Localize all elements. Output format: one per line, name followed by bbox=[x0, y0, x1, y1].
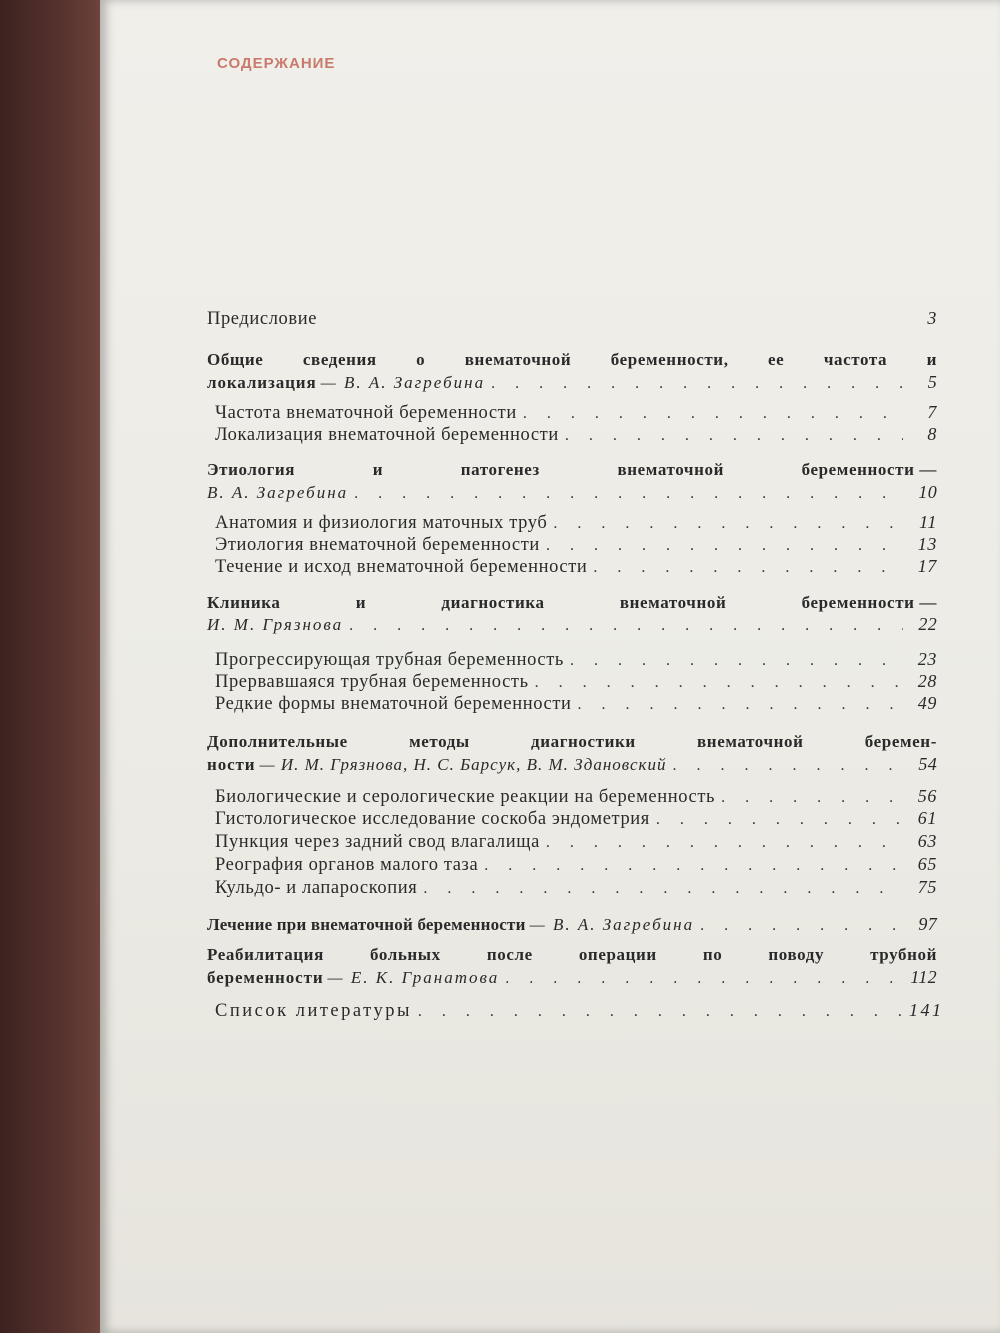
toc-subentry: Гистологическое исследование соскоба эндометрия . . . 61 bbox=[215, 808, 937, 830]
leader-dots bbox=[570, 652, 903, 670]
toc-entry-section-3 bbox=[207, 614, 937, 635]
page-number: 61 bbox=[917, 808, 937, 828]
entry-title: Лечение при внематочной беременности bbox=[207, 915, 526, 934]
toc-subentry: Анатомия и физиология маточных труб . . . 11 bbox=[215, 512, 937, 534]
leader-dots bbox=[565, 427, 903, 445]
entry-title: Предисловие bbox=[207, 309, 318, 329]
entry-author: — В. А. Загребина bbox=[320, 373, 486, 392]
contents-heading: СОДЕРЖАНИЕ bbox=[217, 55, 336, 72]
page-number: 13 bbox=[917, 534, 937, 554]
page-number: 17 bbox=[917, 556, 937, 576]
leader-dots bbox=[672, 757, 903, 775]
book-spine-edge bbox=[0, 0, 100, 1333]
page-number: 56 bbox=[917, 786, 937, 806]
leader-dots bbox=[721, 789, 903, 807]
leader-dots bbox=[553, 515, 903, 533]
toc-subentry: Редкие формы внематочной беременности . . . 49 bbox=[215, 693, 937, 715]
leader-dots bbox=[491, 375, 903, 393]
leader-dots bbox=[593, 559, 903, 577]
entry-title: Список литературы bbox=[215, 1001, 412, 1021]
leader-dots bbox=[578, 696, 903, 714]
page-number: 5 bbox=[927, 372, 937, 392]
page-number: 75 bbox=[917, 877, 937, 897]
toc-subentry: Реография органов малого таза . . . 65 bbox=[215, 854, 937, 876]
entry-author: — И. М. Грязнова, Н. С. Барсук, В. М. Здановский bbox=[259, 755, 667, 774]
toc-entry-section-5 bbox=[207, 914, 937, 935]
toc-subentry: Прервавшаяся трубная беременность . . . 28 bbox=[215, 671, 937, 693]
page-number: 49 bbox=[917, 693, 937, 713]
page-number: 141 bbox=[909, 1000, 944, 1020]
entry-title: беременности bbox=[207, 968, 324, 987]
toc-entry-section-2 bbox=[207, 482, 937, 503]
toc-subentry: Течение и исход внематочной беременности . . . 17 bbox=[215, 556, 937, 578]
section-6-title-line: Реабилитация больных после операции по поводу трубной bbox=[207, 945, 937, 964]
page-number: 7 bbox=[927, 402, 937, 422]
page-number: 65 bbox=[917, 854, 937, 874]
toc-entry-section-6 bbox=[207, 967, 937, 988]
leader-dots bbox=[656, 811, 903, 829]
leader-dots bbox=[523, 405, 903, 423]
entry-title: локализация bbox=[207, 373, 317, 392]
section-2-title-line: Этиология и патогенез внематочной беременности — bbox=[207, 460, 937, 479]
leader-dots bbox=[700, 917, 903, 935]
toc-entry-section-4 bbox=[207, 754, 937, 775]
leader-dots bbox=[546, 537, 903, 555]
section-3-title-line: Клиника и диагностика внематочной беременности — bbox=[207, 593, 937, 612]
toc-subentry: Прогрессирующая трубная беременность . . . 23 bbox=[215, 649, 937, 671]
leader-dots bbox=[418, 1003, 903, 1021]
section-1-title-line: Общие сведения о внематочной беременности, ее частота и bbox=[207, 350, 937, 369]
leader-dots bbox=[423, 880, 903, 898]
page-number: 54 bbox=[918, 754, 937, 774]
page-number: 11 bbox=[919, 512, 937, 532]
leader-dots bbox=[349, 617, 903, 635]
entry-author: И. М. Грязнова bbox=[207, 615, 344, 634]
entry-author: — Е. К. Гранатова bbox=[327, 968, 500, 987]
page-number: 112 bbox=[910, 967, 937, 987]
toc-subentry: Частота внематочной беременности . . . 7 bbox=[215, 402, 937, 424]
leader-dots bbox=[535, 674, 903, 692]
toc-subentry: Биологические и серологические реакции на беременность . . . 56 bbox=[215, 786, 937, 808]
leader-dots bbox=[505, 970, 903, 988]
toc-subentry: Пункция через задний свод влагалища . . . 63 bbox=[215, 831, 937, 853]
toc-subentry: Кульдо- и лапароскопия . . . 75 bbox=[215, 877, 937, 899]
section-4-title-line: Дополнительные методы диагностики внематочной беремен- bbox=[207, 732, 937, 751]
toc-entry-bibliography bbox=[215, 1000, 944, 1022]
page-number: 3 bbox=[927, 308, 937, 328]
page-number: 22 bbox=[918, 614, 937, 634]
toc-subentry: Этиология внематочной беременности . . . 13 bbox=[215, 534, 937, 556]
page-number: 10 bbox=[918, 482, 937, 502]
page-number: 8 bbox=[927, 424, 937, 444]
page-number: 63 bbox=[917, 831, 937, 851]
page-number: 97 bbox=[918, 914, 937, 934]
leader-dots bbox=[354, 485, 903, 503]
entry-author: В. А. Загребина bbox=[207, 483, 349, 502]
toc-subentry: Локализация внематочной беременности . . . 8 bbox=[215, 424, 937, 446]
leader-dots bbox=[484, 857, 903, 875]
entry-title: ности bbox=[207, 755, 256, 774]
page-number: 28 bbox=[917, 671, 937, 691]
entry-author: — В. А. Загребина bbox=[529, 915, 695, 934]
page-number: 23 bbox=[917, 649, 937, 669]
toc-entry-section-1 bbox=[207, 372, 937, 393]
leader-dots bbox=[546, 834, 903, 852]
toc-entry-preface bbox=[207, 308, 937, 330]
